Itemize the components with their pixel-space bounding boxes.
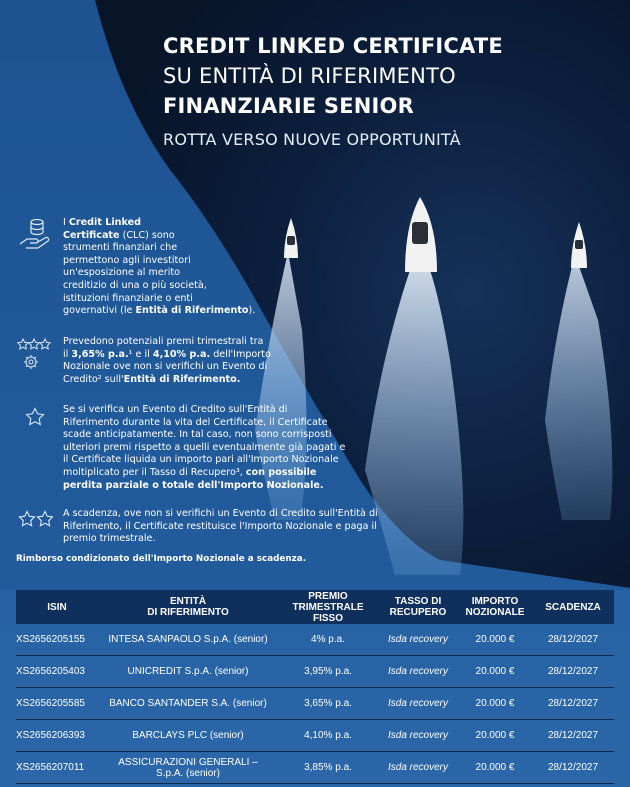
title-line-2: SU ENTITÀ DI RIFERIMENTO — [163, 64, 456, 88]
two-stars-icon — [18, 510, 54, 528]
certificates-table — [16, 590, 614, 784]
cell-isin: XS2656205585 — [16, 688, 98, 720]
cell-isin: XS2656206393 — [16, 720, 98, 752]
header-entita — [98, 590, 278, 624]
evento-line-1: Se si verifica un Evento di Credito sull'Entità di — [63, 404, 288, 415]
text-strong: perdita parziale o totale dell'Importo Nozionale. — [63, 479, 324, 491]
cell-importo: 20.000 € — [458, 656, 532, 688]
table-row — [16, 656, 614, 688]
header-isin: ISIN — [16, 590, 98, 624]
intro-line-7: istituzioni finanziarie o enti — [63, 292, 193, 304]
cell-tasso: Isda recovery — [378, 656, 458, 688]
header-text: NOZIONALE — [465, 607, 525, 618]
cell-tasso: Isda recovery — [378, 624, 458, 656]
header-scadenza: SCADENZA — [532, 590, 614, 624]
premi-line-4 — [63, 374, 293, 387]
intro-text — [63, 217, 263, 318]
cell-entity: UNICREDIT S.p.A. (senior) — [98, 656, 278, 688]
cell-scadenza: 28/12/2027 — [532, 688, 614, 720]
table-row — [16, 752, 614, 784]
header-tasso — [378, 590, 458, 624]
cell-tasso: Isda recovery — [378, 720, 458, 752]
cell-scadenza: 28/12/2027 — [532, 624, 614, 656]
cell-premio: 3,65% p.a. — [278, 688, 378, 720]
rimborso-note: Rimborso condizionato dell'Importo Nozionale a scadenza. — [16, 554, 307, 564]
text-strong: 4,10% p.a. — [152, 348, 211, 360]
text: ). — [248, 305, 256, 317]
stars-gear-icon — [17, 336, 53, 372]
evento-line-2: Riferimento durante la vita del Certificate, il Certificate — [63, 416, 328, 428]
intro-line-6: creditizio di una o più società, — [63, 279, 207, 291]
text-strong: Credit Linked — [68, 217, 141, 228]
cell-tasso: Isda recovery — [378, 752, 458, 784]
text-strong: 3,65% p.a. — [71, 348, 129, 360]
intro-line-2 — [63, 230, 263, 243]
text-strong: con possibile — [245, 466, 317, 478]
premi-line-1: Prevedono potenziali premi trimestrali tra — [63, 336, 264, 347]
evento-line-6 — [63, 467, 353, 480]
text: (CLC) sono — [119, 229, 175, 241]
scadenza-line-3: premio trimestrale. — [63, 533, 156, 545]
evento-line-5: il Certificate liquida un importo pari all'Importo Nozionale — [63, 454, 339, 466]
premi-line-3: Nozionale ove non si verifichi un Evento di — [63, 361, 268, 373]
entity-text: S.p.A. (senior) — [156, 767, 220, 779]
text-strong: Certificate — [63, 229, 120, 241]
intro-line-8 — [63, 305, 263, 318]
header-text: RECUPERO — [389, 607, 447, 618]
text-strong: Entità di Riferimento — [135, 305, 249, 317]
text: I — [63, 217, 69, 228]
text-strong: Entità di Riferimento. — [123, 373, 241, 385]
text: governativi (le — [63, 305, 136, 317]
scadenza-line-1: A scadenza, ove non si verifichi un Evento di Credito sull'Entità di — [63, 508, 378, 519]
cell-entity — [98, 752, 278, 784]
cell-scadenza: 28/12/2027 — [532, 752, 614, 784]
cell-isin: XS2656205155 — [16, 624, 98, 656]
evento-credito-text — [63, 404, 353, 492]
header-importo — [458, 590, 532, 624]
premi-text — [63, 336, 293, 386]
star-outline-icon — [25, 407, 45, 427]
cell-isin: XS2656205403 — [16, 656, 98, 688]
evento-line-7 — [63, 480, 353, 493]
header-text: ENTITÀ — [169, 596, 207, 607]
scadenza-line-2: Riferimento, il Certificate restituisce l'Importo Nozionale e paga il — [63, 520, 377, 532]
intro-line-3: strumenti finanziari che — [63, 242, 178, 254]
header-text: TRIMESTRALE FISSO — [292, 601, 364, 624]
cell-premio: 3,95% p.a. — [278, 656, 378, 688]
cell-isin: XS2656207011 — [16, 752, 98, 784]
cell-entity: BANCO SANTANDER S.A. (senior) — [98, 688, 278, 720]
cell-scadenza: 28/12/2027 — [532, 656, 614, 688]
text: Credito² sull' — [63, 373, 124, 385]
cell-premio: 4,10% p.a. — [278, 720, 378, 752]
table-row — [16, 688, 614, 720]
evento-line-3: scade anticipatamente. In tal caso, non sono corrisposti — [63, 429, 332, 441]
cell-importo: 20.000 € — [458, 688, 532, 720]
cell-entity: INTESA SANPAOLO S.p.A. (senior) — [98, 624, 278, 656]
header-text: DI RIFERIMENTO — [147, 607, 229, 618]
cell-entity: BARCLAYS PLC (senior) — [98, 720, 278, 752]
evento-line-4: ulteriori premi rispetto a quelli eventualmente già pagati e — [63, 441, 346, 453]
cell-scadenza: 28/12/2027 — [532, 720, 614, 752]
header-text: PREMIO — [308, 590, 348, 602]
title-line-3: FINANZIARIE SENIOR — [163, 94, 414, 118]
text: il — [63, 348, 72, 360]
table-row — [16, 720, 614, 752]
cell-importo: 20.000 € — [458, 752, 532, 784]
subtitle: ROTTA VERSO NUOVE OPPORTUNITÀ — [163, 130, 461, 149]
cell-importo: 20.000 € — [458, 624, 532, 656]
header-text: IMPORTO — [471, 596, 519, 607]
header-text: TASSO DI — [394, 596, 442, 607]
coins-hand-icon — [18, 216, 52, 250]
title-line-1: CREDIT LINKED CERTIFICATE — [163, 34, 503, 58]
entity-text: ASSICURAZIONI GENERALI – — [118, 756, 258, 768]
cell-premio: 4% p.a. — [278, 624, 378, 656]
text: ¹ e il — [128, 348, 153, 360]
premi-line-2 — [63, 349, 293, 362]
text: moltiplicato per il Tasso di Recupero³, — [63, 466, 246, 478]
cell-premio: 3,85% p.a. — [278, 752, 378, 784]
table-header-row — [16, 590, 614, 624]
cell-importo: 20.000 € — [458, 720, 532, 752]
table-row — [16, 624, 614, 656]
intro-line-1 — [63, 217, 263, 230]
header-premio — [278, 590, 378, 624]
scadenza-text — [63, 508, 393, 546]
intro-line-4: permettono agli investitori — [63, 254, 191, 266]
text: dell'Importo — [210, 348, 271, 360]
cell-tasso: Isda recovery — [378, 688, 458, 720]
intro-line-5: un'esposizione al merito — [63, 267, 181, 279]
